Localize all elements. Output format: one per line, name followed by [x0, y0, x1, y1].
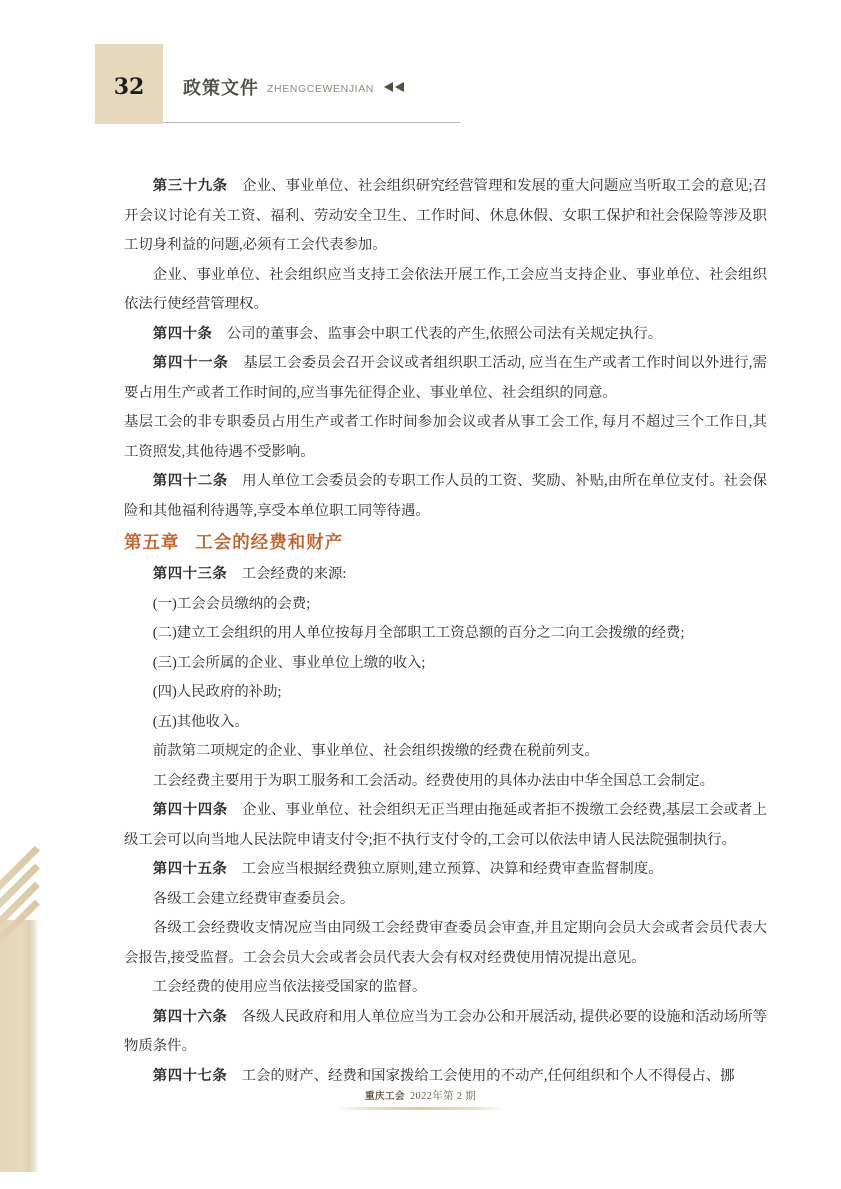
- section-title: [183, 74, 406, 100]
- paragraph-article-45-p2: [124, 885, 767, 915]
- article-text: 企业、事业单位、社会组织无正当理由拖延或者拒不拨缴工会经费,基层工会或者上级工会可以向当地人民法院申请支付令;拒不执行支付令的,工会可以依法申请人民法院强制执行。: [124, 802, 767, 848]
- article-text: 基层工会委员会召开会议或者组织职工活动, 应当在生产或者工作时间以外进行,需要占用生产或者工作时间的,应当事先征得企业、事业单位、社会组织的同意。: [124, 355, 767, 401]
- article-text: 工会经费的使用应当依法接受国家的监督。: [152, 979, 427, 995]
- article-text: (五)其他收入。: [152, 713, 249, 730]
- paragraph-article-41: [124, 349, 767, 408]
- paragraph-article-45-p3: [124, 914, 767, 973]
- article-text: 基层工会的非专职委员占用生产或者工作时间参加会议或者从事工会工作, 每月不超过三个工作日,其工资照发,其他待遇不受影响。: [124, 414, 767, 460]
- list-item-3: [124, 649, 767, 679]
- article-label: 第四十三条: [152, 566, 228, 582]
- page-number: 32: [113, 74, 145, 100]
- paragraph-article-43: [124, 560, 767, 590]
- article-text: (二)建立工会组织的用人单位按每月全部职工工资总额的百分之二向工会拨缴的经费;: [152, 625, 685, 641]
- article-label: 第四十四条: [152, 802, 228, 818]
- chapter-title: 工会的经费和财产: [195, 533, 344, 553]
- article-text: 工会经费主要用于为职工服务和工会活动。经费使用的具体办法由中华全国总工会制定。: [152, 772, 715, 789]
- article-text: 前款第二项规定的企业、事业单位、社会组织拨缴的经费在税前列支。: [152, 743, 599, 759]
- paragraph-article-46: [124, 1003, 767, 1062]
- header-divider: [163, 122, 460, 123]
- paragraph-article-39-p2: [124, 261, 767, 320]
- chapter-heading: [124, 526, 767, 560]
- paragraph-article-43-p3: [124, 767, 767, 797]
- list-item-1: [124, 590, 767, 620]
- article-text: 公司的董事会、监事会中职工代表的产生,依照公司法有关规定执行。: [226, 325, 663, 342]
- article-text: (三)工会所属的企业、事业单位上缴的收入;: [152, 654, 426, 671]
- footer-brand: 重庆工会: [364, 1091, 405, 1102]
- article-text: 各级人民政府和用人单位应当为工会办公和开展活动, 提供必要的设施和活动场所等物质条件。: [124, 1008, 767, 1054]
- article-text: (一)工会会员缴纳的会费;: [152, 595, 311, 612]
- article-text: 用人单位工会委员会的专职工作人员的工资、奖励、补贴,由所在单位支付。社会保险和其他福利待遇等,享受本单位职工同等待遇。: [124, 473, 767, 519]
- article-text: 各级工会建立经费审查委员会。: [152, 890, 355, 907]
- article-text: (四)人民政府的补助;: [152, 684, 282, 700]
- left-decoration-bar: [0, 920, 38, 1172]
- article-label: 第三十九条: [152, 178, 228, 194]
- list-item-4: [124, 678, 767, 708]
- article-text: 企业、事业单位、社会组织研究经营管理和发展的重大问题应当听取工会的意见;召开会议讨论有关工资、福利、劳动安全卫生、工作时间、休息休假、女职工保护和社会保险等涉及职工切身利益的问题,必须有工会代表参加。: [124, 178, 767, 253]
- footer-decoration: [337, 1107, 505, 1110]
- section-title-pinyin: ZHENGCEWENJIAN: [267, 83, 374, 95]
- article-text: 各级工会经费收支情况应当由同级工会经费审查委员会审查,并且定期向会员大会或者会员代表大会报告,接受监督。工会会员大会或者会员代表大会有权对经费使用情况提出意见。: [124, 920, 767, 966]
- paragraph-article-42: [124, 467, 767, 526]
- double-left-arrow-icon: [382, 78, 406, 97]
- paragraph-article-45: [124, 855, 767, 885]
- chapter-number: 第五章: [124, 533, 180, 553]
- page-footer: [0, 1086, 841, 1110]
- article-label: 第四十一条: [152, 355, 229, 371]
- article-text: 工会应当根据经费独立原则,建立预算、决算和经费审查监督制度。: [241, 861, 663, 877]
- section-title-cn: 政策文件: [183, 78, 259, 99]
- paragraph-article-43-p2: [124, 737, 767, 767]
- left-decoration: [0, 862, 40, 1172]
- footer-text: [365, 1088, 476, 1103]
- list-item-2: [124, 619, 767, 649]
- document-body: [124, 172, 767, 1091]
- article-label: 第四十六条: [152, 1008, 228, 1025]
- article-text: 工会经费的来源:: [241, 566, 347, 582]
- paragraph-article-41-p2: [124, 408, 767, 467]
- article-label: 第四十五条: [152, 861, 228, 877]
- paragraph-article-39: [124, 172, 767, 261]
- article-text: 企业、事业单位、社会组织应当支持工会依法开展工作,工会应当支持企业、事业单位、社会组织依法行使经营管理权。: [124, 266, 767, 312]
- article-label: 第四十七条: [152, 1067, 228, 1084]
- article-label: 第四十二条: [152, 473, 228, 489]
- paragraph-article-40: [124, 320, 767, 350]
- paragraph-article-44: [124, 796, 767, 855]
- paragraph-article-45-p4: [124, 973, 767, 1003]
- article-text: 工会的财产、经费和国家拨给工会使用的不动产,任何组织和个人不得侵占、挪: [241, 1067, 735, 1084]
- list-item-5: [124, 708, 767, 738]
- article-label: 第四十条: [152, 325, 213, 342]
- page-header: [95, 44, 775, 134]
- footer-issue: 2022年第 2 期: [410, 1091, 476, 1102]
